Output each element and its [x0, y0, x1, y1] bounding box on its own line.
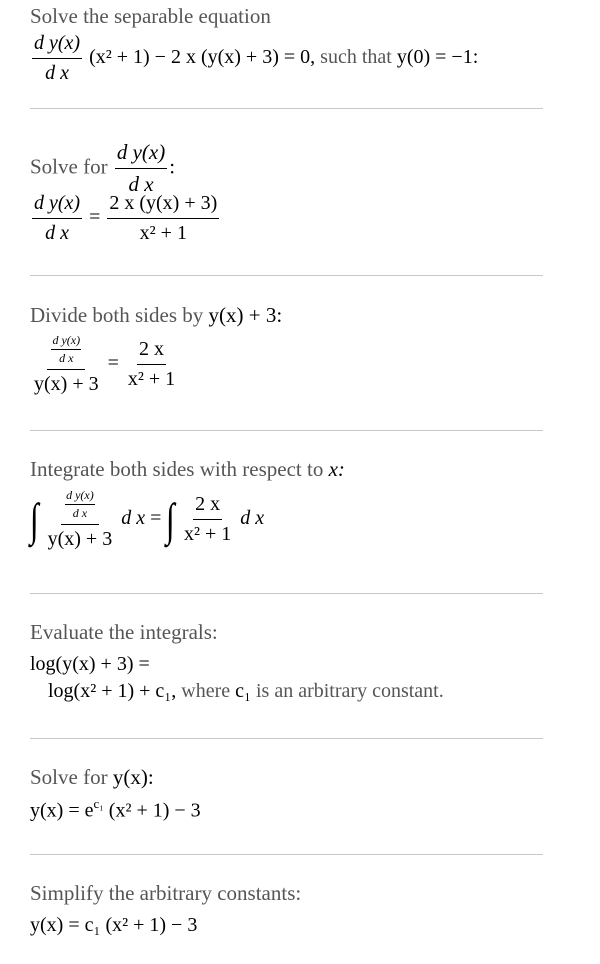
divider	[30, 430, 543, 431]
step-1-equation: $\frac{\text{d y(x)}}{\text{d x}}$ (x² + 1) − 2 x (y(x) + 3) = 0, such that y(0) = −1:	[34, 32, 479, 84]
step-5-line-2: log(x² + 1) + c₁, where c₁ is an arbitrary constant.	[48, 680, 444, 702]
caption-derivative-fraction: $\frac{\text{d y(x)}}{\text{d x}}$	[116, 140, 166, 196]
step-5-line-1: log(y(x) + 3) =	[30, 653, 150, 675]
lhs-compound-fraction: $\frac{\frac{\text{d y(x)}}{\text{d x}}}{y(x) + 3}$	[34, 333, 99, 395]
step-2-caption: Solve for $\frac{\text{d y(x)}}{\text{d x}}$ :	[30, 140, 176, 196]
step-1-caption: Solve the separable equation	[30, 4, 271, 28]
divider	[30, 275, 543, 276]
step-7-result: y(x) = c₁ (x² + 1) − 3	[30, 914, 198, 936]
step-4-equation: ∫ $\frac{\frac{\text{d y(x)}}{\text{d x}}}{y(x) + 3}$ d x = ∫ $\frac{2 x}{\text{x² + 1}}$ d x	[29, 488, 265, 550]
divider	[30, 108, 543, 109]
step-3-equation: $\frac{\frac{\text{d y(x)}}{\text{d x}}}{y(x) + 3}$ = $\frac{2 x}{\text{x² + 1}}$	[34, 333, 176, 395]
lhs-fraction: $\frac{\text{d y(x)}}{\text{d x}}$	[34, 192, 81, 244]
step-3-caption: Divide both sides by y(x) + 3:	[30, 303, 283, 327]
rhs-fraction: $\frac{2 x (y(x) + 3)}{\text{x² + 1}}$	[109, 192, 218, 244]
lhs-compound-fraction: $\frac{\frac{\text{d y(x)}}{\text{d x}}}{y(x) + 3}$	[47, 488, 113, 550]
rhs-fraction: $\frac{2 x}{\text{x² + 1}}$	[184, 493, 232, 545]
step-5-caption: Evaluate the integrals:	[30, 620, 218, 644]
integral-sign: ∫	[166, 493, 176, 545]
derivative-fraction: $\frac{\text{d y(x)}}{\text{d x}}$	[34, 32, 81, 84]
integral-sign: ∫	[29, 493, 39, 545]
step-6-result: $y(x) = e^{c_1}$ (x² + 1) − 3	[30, 796, 201, 822]
divider	[30, 738, 543, 739]
step-7-caption: Simplify the arbitrary constants:	[30, 881, 302, 905]
divider	[30, 854, 543, 855]
step-6-caption: Solve for y(x):	[30, 765, 154, 789]
rhs-fraction: $\frac{2 x}{\text{x² + 1}}$	[127, 338, 176, 390]
step-4-caption: Integrate both sides with respect to x:	[30, 457, 345, 481]
divider	[30, 593, 543, 594]
step-2-equation: $\frac{\text{d y(x)}}{\text{d x}}$ = $\frac{2 x (y(x) + 3)}{\text{x² + 1}}$	[34, 192, 218, 244]
